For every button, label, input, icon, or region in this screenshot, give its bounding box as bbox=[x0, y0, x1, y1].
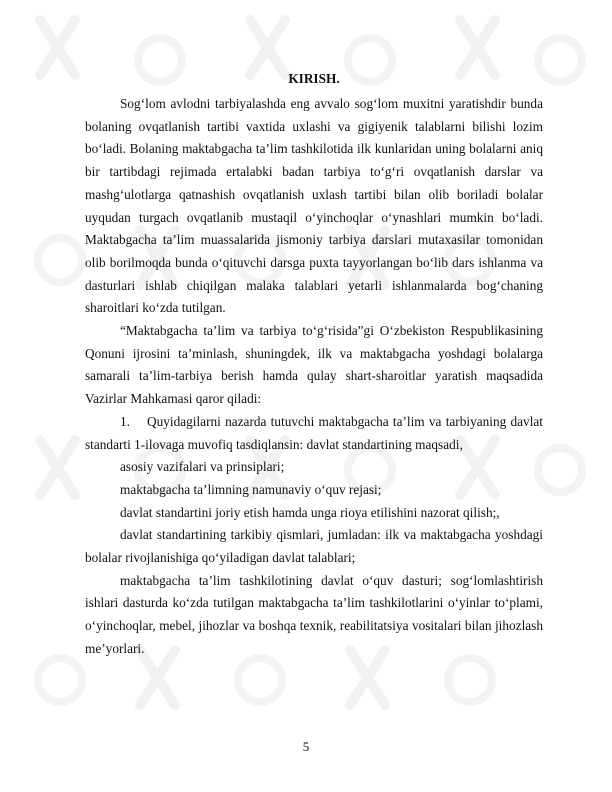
watermark-circle bbox=[538, 38, 582, 82]
page-number: 5 bbox=[302, 739, 310, 754]
list-line: asosiy vazifalari va prinsiplari; bbox=[120, 459, 285, 475]
list-line: davlat standartini joriy etish hamda unga rioya etilishini nazorat qilish;, bbox=[120, 504, 500, 520]
intro-paragraph: Sog‘lom avlodni tarbiyalashda eng avvalo sog‘lom muxitni yaratishdir bunda bolaning ovqatlanish tartibi vaxtida uxlashi va gigiyenik talablarni bilishi lozim bo‘ladi. Bolaning maktabgacha ta’lim tashkilotida ilk kunlaridan uning bolalarni aniq bir tartibdagi rejimada ertalabki badan tarbiya to‘g‘ri ovqatlanish darslar va mashg‘ulotlarga qatnashish ovqatlanish uxlash tartibi bilan olib boriladi bolalar uyqudan turgach ovqatlanib mustaqil o‘yinchoqlar o‘ynashlari mumkin bo‘ladi. Maktabgacha ta’lim muassalarida jismoniy tarbiya darslari mutaxasilar tomonidan olib borilmoqda bunda o‘qituvchi darsga puxta tayyorlangan bo‘lib dars ishlanma va dasturlari ishlab chiqilgan malaka talablari yetarli ishlanmalarda bog‘chaning sharoitlari ko‘zda tutilgan. bbox=[85, 96, 543, 316]
item-number: 1. bbox=[120, 413, 130, 429]
curriculum-paragraph: maktabgacha ta’lim tashkilotining davlat o‘quv dasturi; sog‘lomlashtirish ishlari dasturda ko‘zda tutilgan maktabgacha ta’lim tashkilotlarini o‘yinlar to‘plami, o‘yinchoqlar, mebel, jihozlar va boshqa texnik, reabilitatsiya vositalari bilan jihozlash me’yorlari. bbox=[85, 572, 543, 656]
watermark-circle bbox=[238, 658, 282, 702]
watermark-circle bbox=[448, 658, 492, 702]
watermark-circle bbox=[38, 238, 82, 282]
item-text: Quyidagilarni nazarda tutuvchi maktabgacha ta’lim va tarbiyaning davlat standarti 1-ilovaga muvofiq tasdiqlansin: davlat standartining maqsadi, bbox=[85, 413, 543, 452]
standard-components-paragraph: davlat standartining tarkibiy qismlari, jumladan: ilk va maktabgacha yoshdagi bolalar rivojlanishiga qo‘yiladigan davlat talablari; bbox=[85, 527, 543, 566]
section-title: KIRISH. bbox=[288, 71, 340, 86]
numbered-item bbox=[85, 411, 543, 456]
watermark-mark bbox=[40, 20, 75, 75]
watermark-circle bbox=[538, 448, 582, 492]
decree-paragraph: “Maktabgacha ta’lim va tarbiya to‘g‘risida”gi O‘zbekiston Respublikasining Qonuni ijrosini ta’minlash, shuningdek, ilk va maktabgacha yoshdagi bolalarga samarali ta’lim-tarbiya berish hamda qulay shart-sharoitlar yaratish maqsadida Vazirlar Mahkamasi qaror qiladi: bbox=[85, 323, 543, 407]
watermark-circle bbox=[38, 658, 82, 702]
list-line: maktabgacha ta’limning namunaviy o‘quv rejasi; bbox=[120, 481, 382, 497]
document-body bbox=[85, 64, 543, 661]
watermark-mark bbox=[40, 440, 75, 495]
